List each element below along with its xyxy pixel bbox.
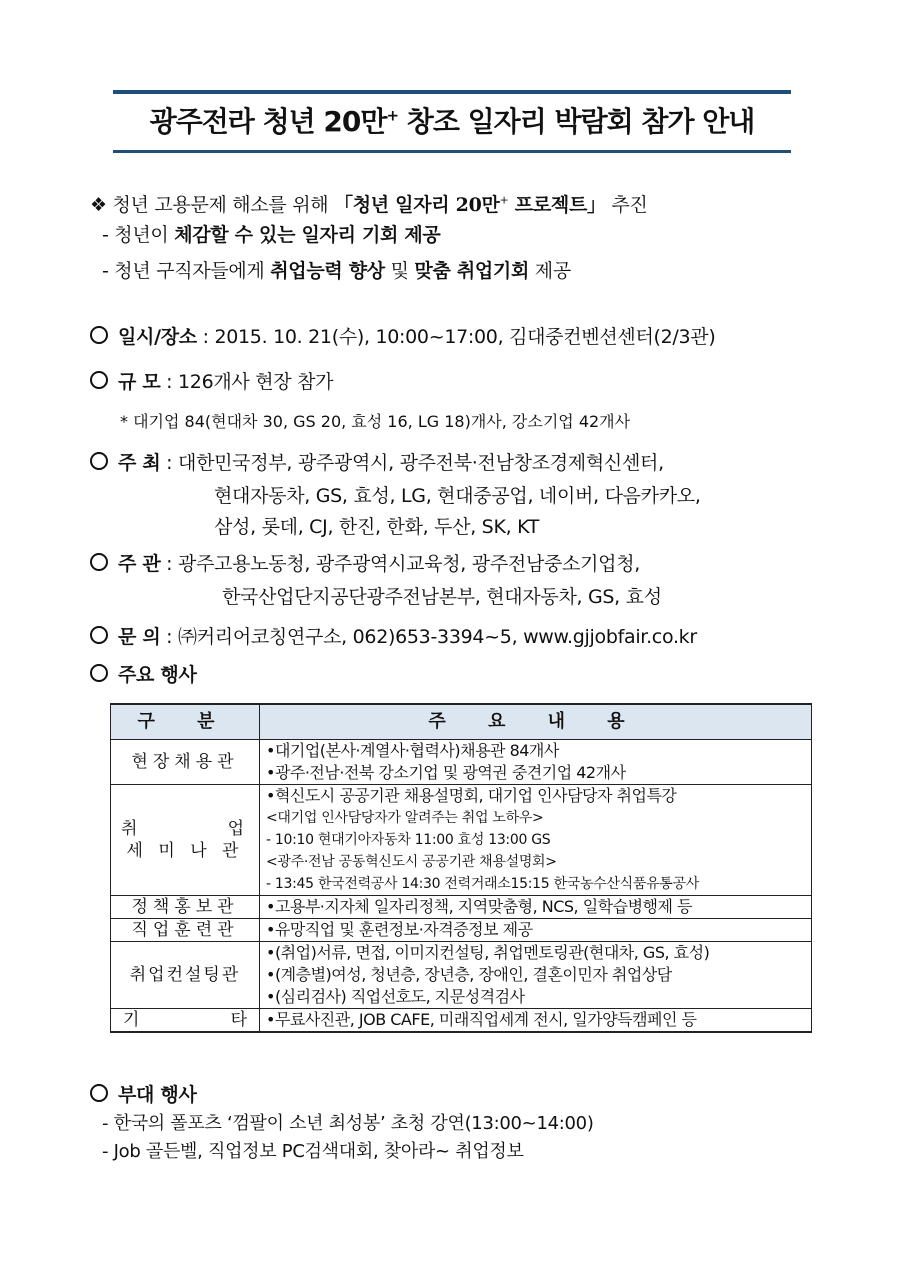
events-table bbox=[110, 703, 812, 1033]
row-items: •(취업)서류, 면접, 이미지컨설팅, 취업멘토링관(현대차, GS, 효성) •(계층별)여성, 청년층, 장년층, 장애인, 결혼이민자 취업상담 •(심리검사) 직업선호도, 지문성격검사 bbox=[260, 942, 812, 1009]
contact-line: 문 의 : ㈜커리어코칭연구소, 062)653-3394~5, www.gjjobfair.co.kr bbox=[90, 622, 697, 649]
row-items: •무료사진관, JOB CAFE, 미래직업세계 전시, 일가양득캠페인 등 bbox=[260, 1009, 812, 1033]
row-category: 기 타 bbox=[111, 1009, 260, 1033]
organizer-line-2: 한국산업단지공단광주전남본부, 현대자동차, GS, 효성 bbox=[222, 586, 662, 608]
host-line-3: 삼성, 롯데, CJ, 한진, 한화, 두산, SK, KT bbox=[214, 516, 540, 538]
row-items: •대기업(본사·계열사·협력사)채용관 84개사 •광주·전남·전북 강소기업 및 광역권 중견기업 42개사 bbox=[260, 740, 812, 785]
circle-bullet-icon bbox=[90, 664, 108, 682]
row-category: 현장채용관 bbox=[111, 740, 260, 785]
row-category: 직업훈련관 bbox=[111, 919, 260, 942]
page-title: 광주전라 청년 20만+ 창조 일자리 박람회 참가 안내 bbox=[149, 105, 755, 138]
table-row bbox=[111, 740, 812, 785]
intro-sub-1: - 청년이 체감할 수 있는 일자리 기회 제공 bbox=[102, 224, 441, 246]
circle-bullet-icon bbox=[90, 553, 108, 571]
row-category: 취 업 세 미 나 관 bbox=[111, 785, 260, 896]
header-content: 주 요 내 용 bbox=[260, 704, 812, 740]
row-category: 정책홍보관 bbox=[111, 896, 260, 919]
circle-bullet-icon bbox=[90, 626, 108, 644]
datetime-line: 일시/장소 : 2015. 10. 21(수), 10:00~17:00, 김대중컨벤션센터(2/3관) bbox=[90, 322, 715, 349]
table-row bbox=[111, 785, 812, 896]
side-event-1: - 한국의 폴포츠 ‘껌팔이 소년 최성봉’ 초청 강연(13:00~14:00) bbox=[102, 1113, 594, 1134]
title-top-rule bbox=[113, 90, 791, 94]
diamond-bullet-icon: ❖ bbox=[90, 194, 107, 216]
host-line-2: 현대자동차, GS, 효성, LG, 현대중공업, 네이버, 다음카카오, bbox=[214, 485, 701, 507]
circle-bullet-icon bbox=[90, 1084, 108, 1102]
circle-bullet-icon bbox=[90, 371, 108, 389]
circle-bullet-icon bbox=[90, 326, 108, 344]
row-items: •혁신도시 공공기관 채용설명회, 대기업 인사담당자 취업특강 <대기업 인사담당자가 알려주는 취업 노하우> - 10:10 현대기아자동차 11:00 효성 13:00 GS <광주·전남 공동혁신도시 공공기관 채용설명회> - 13:45 한국전력공사 14:30 전력거래소15:15 한국농수산식품유통공사 bbox=[260, 785, 812, 896]
host-line-1: 주 최 : 대한민국정부, 광주광역시, 광주전북·전남창조경제혁신센터, bbox=[90, 448, 664, 475]
table-row bbox=[111, 1009, 812, 1033]
title-bottom-rule bbox=[113, 150, 791, 153]
main-events-heading: 주요 행사 bbox=[90, 660, 197, 687]
header-category: 구 분 bbox=[111, 704, 260, 740]
table-row bbox=[111, 896, 812, 919]
row-items: •고용부·지자체 일자리정책, 지역맞춤형, NCS, 일학습병행제 등 bbox=[260, 896, 812, 919]
scale-line: 규 모 : 126개사 현장 참가 bbox=[90, 367, 333, 394]
intro-lead: ❖ 청년 고용문제 해소를 위해 「청년 일자리 20만+ 프로젝트」 추진 bbox=[90, 193, 648, 216]
row-items: •유망직업 및 훈련정보·자격증정보 제공 bbox=[260, 919, 812, 942]
scale-note: * 대기업 84(현대차 30, GS 20, 효성 16, LG 18)개사, 강소기업 42개사 bbox=[120, 412, 631, 431]
circle-bullet-icon bbox=[90, 452, 108, 470]
row-category: 취업컨설팅관 bbox=[111, 942, 260, 1009]
side-event-2: - Job 골든벨, 직업정보 PC검색대회, 찾아라~ 취업정보 bbox=[102, 1141, 524, 1162]
table-row bbox=[111, 919, 812, 942]
intro-sub-2: - 청년 구직자들에게 취업능력 향상 및 맞춤 취업기회 제공 bbox=[102, 260, 571, 282]
organizer-line-1: 주 관 : 광주고용노동청, 광주광역시교육청, 광주전남중소기업청, bbox=[90, 549, 640, 576]
table-row bbox=[111, 942, 812, 1009]
side-events-heading: 부대 행사 bbox=[90, 1080, 197, 1107]
